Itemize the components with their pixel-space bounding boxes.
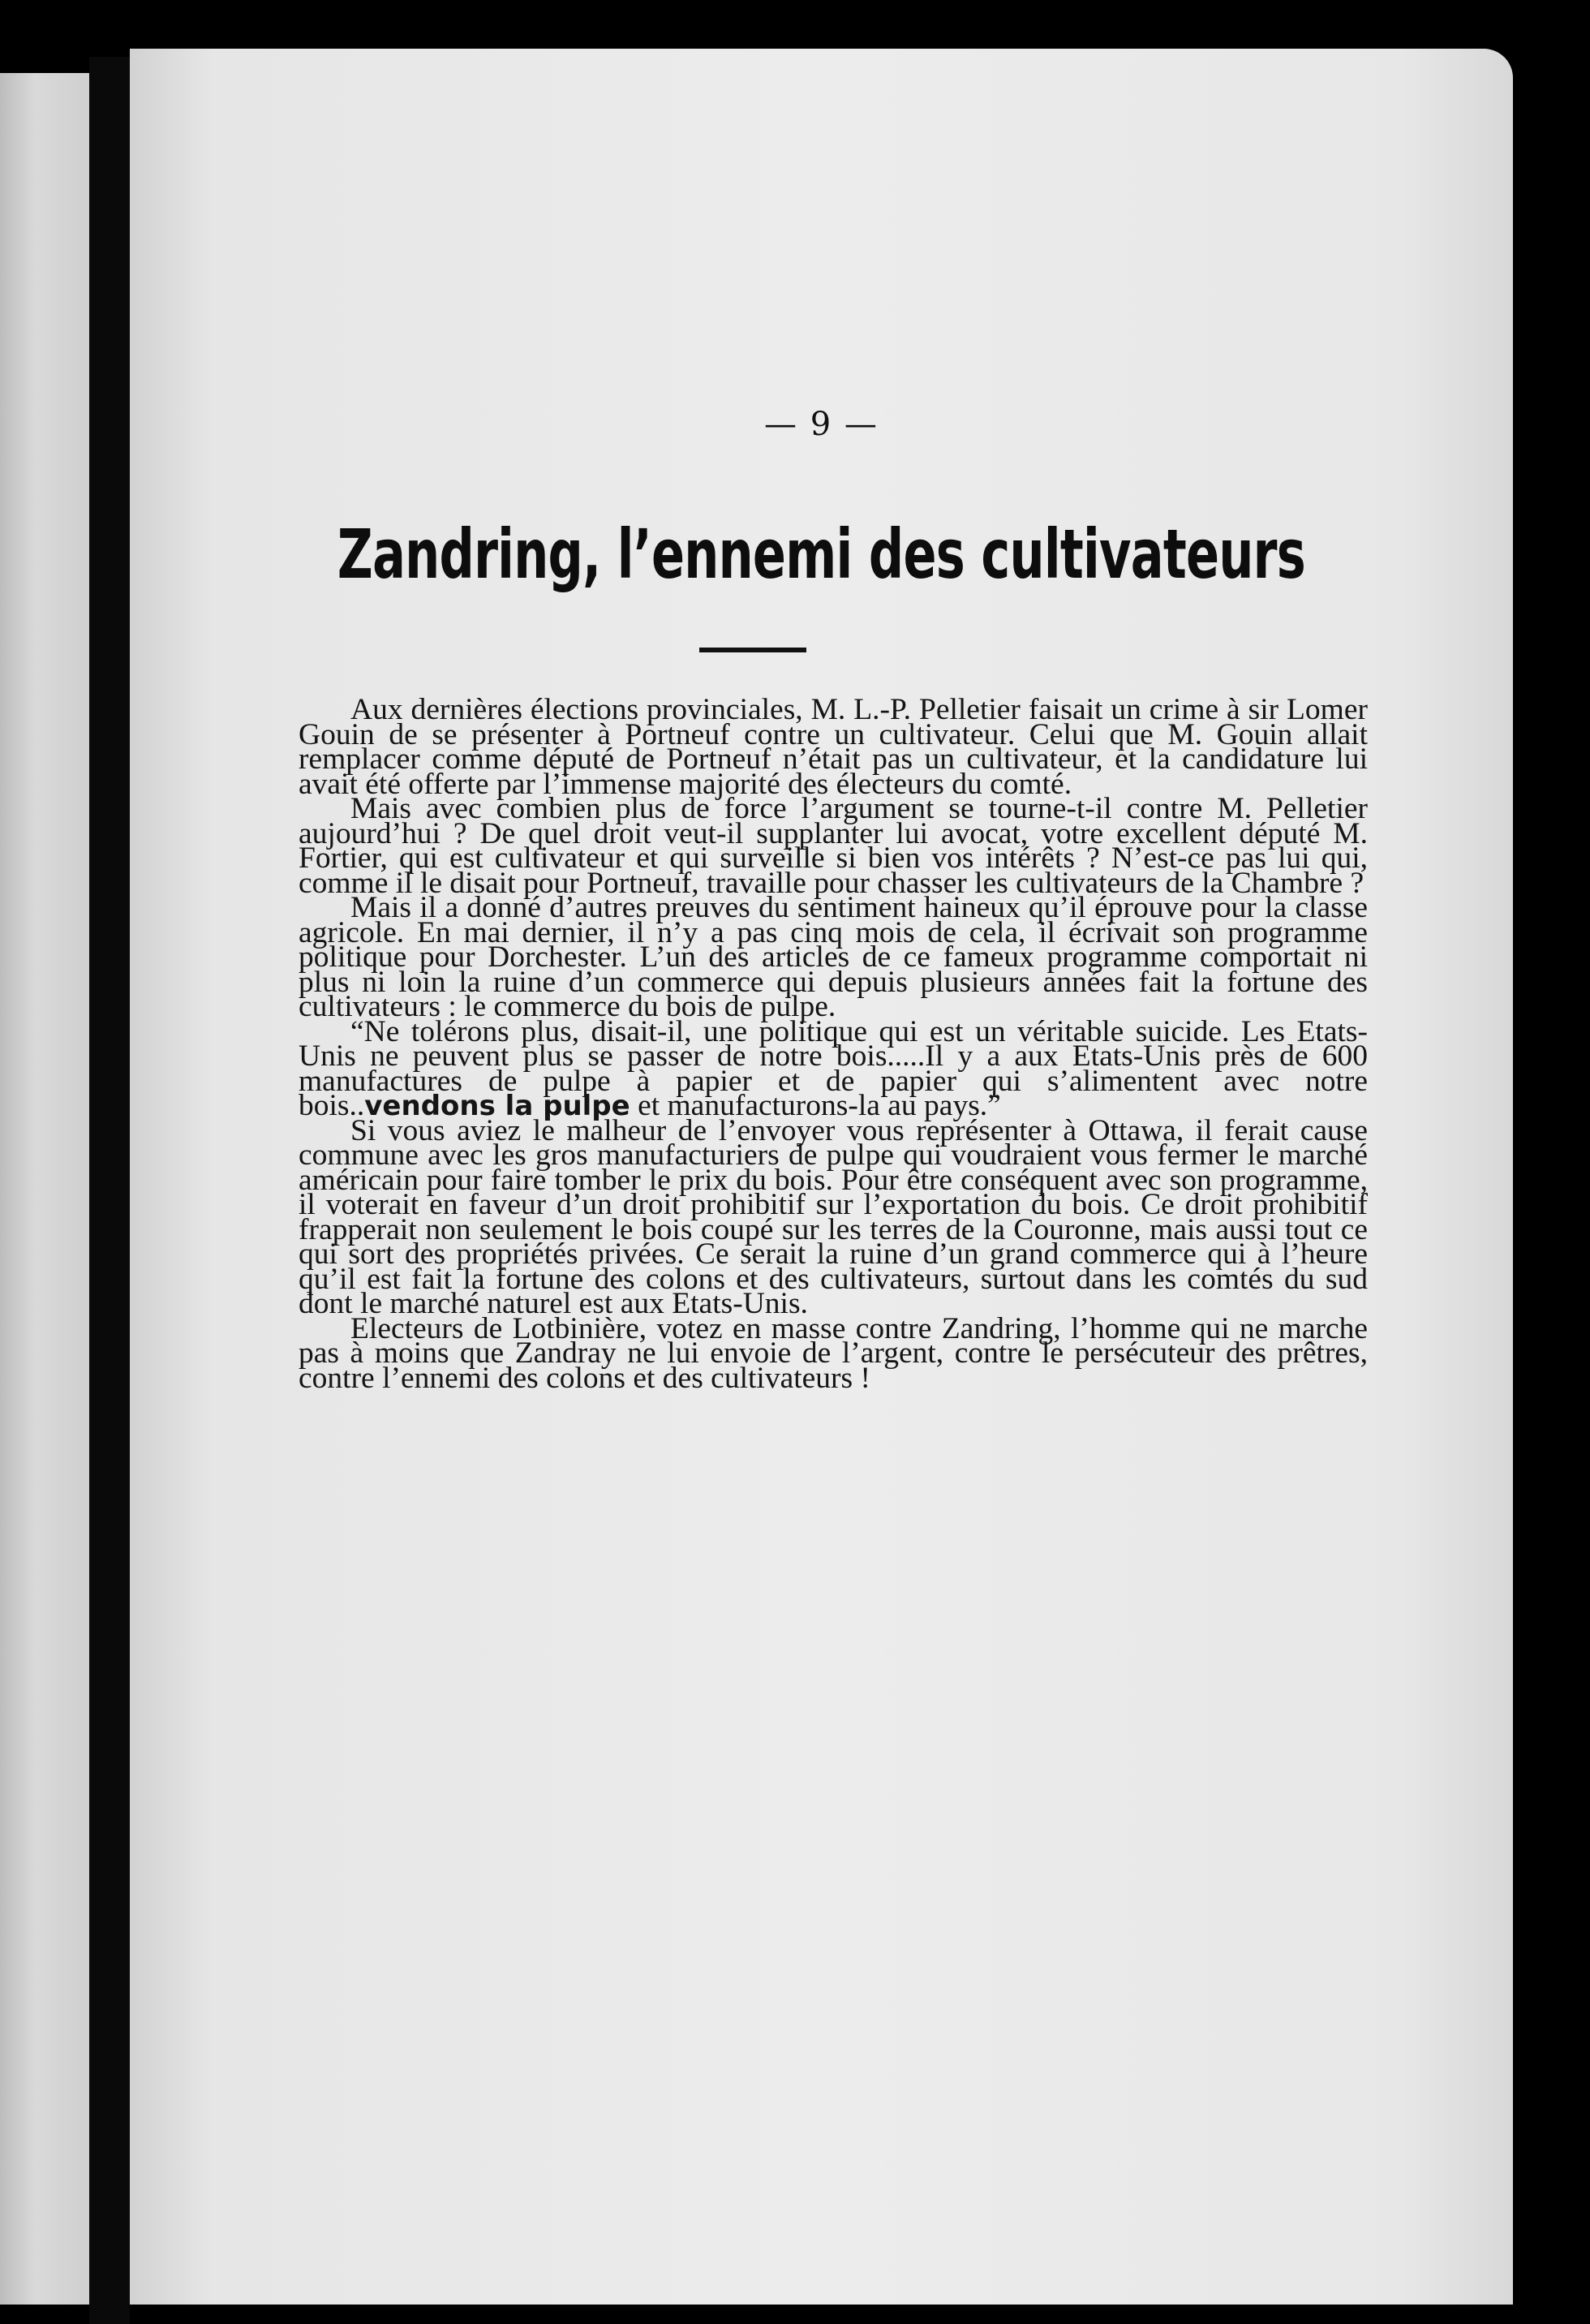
paragraph-1: Aux dernières élections provinciales, M. L.-P. Pelletier faisait un crime à sir Lomer Gouin de se présenter à Portneuf contre un cultivateur. Celui que M. Gouin allait remplacer comme député de Portneuf n’était pas un cultivateur, et la candidature lui avait été offerte par l’immense majorité des électeurs du comté. xyxy=(299,693,1368,801)
paragraph-6: Electeurs de Lotbinière, votez en masse contre Zandring, l’homme qui ne marche pas à moins que Zandray ne lui envoie de l’argent, contre le persécuteur des prêtres, contre l’ennemi des colons et des cultivateurs ! xyxy=(299,1311,1368,1395)
paragraph-2: Mais avec combien plus de force l’argument se tourne-t-il contre M. Pelletier aujourd’hui ? De quel droit veut-il supplanter lui avocat, votre excellent député M. Fortier, qui est cultivateur et qui surveille si bien vos intérêts ? N’est-ce pas lui qui, comme il le disait pour Portneuf, travaille pour chasser les cultivateurs de la Chambre ? xyxy=(299,792,1368,900)
article-title: Zandring, l’ennemi des cultivateurs xyxy=(337,514,1306,594)
quote-text: “Ne tolérons plus, disait-il, une politique qui est un véritable suicide. Les Etats-Unis ne peuvent plus se passer de notre bois.....Il y a aux Etats-Unis près de 600 manufactures de pulpe à papier et de papier qui s’alimentent avec notre bois.. xyxy=(299,1014,1368,1122)
paragraph-3: Mais il a donné d’autres preuves du sentiment haineux qu’il éprouve pour la classe agricole. En mai dernier, il n’y a pas cinq mois de cela, il écrivait son programme politique pour Dorchester. L’un des articles de ce fameux programme comportait ni plus ni loin la ruine d’un commerce qui depuis plusieurs années fait la fortune des cultivateurs : le commerce du bois de pulpe. xyxy=(299,891,1368,1023)
book-spine xyxy=(89,57,130,2324)
article-body xyxy=(299,693,1368,1395)
title-rule xyxy=(699,648,806,652)
page-number: — 9 — xyxy=(764,406,879,443)
paragraph-4-quote xyxy=(299,1014,1368,1122)
paragraph-5: Si vous aviez le malheur de l’envoyer vous représenter à Ottawa, il ferait cause commune avec les gros manufacturiers de pulpe qui voudraient vous fermer le marché américain pour faire tomber le prix du bois. Pour être conséquent avec son programme, il voterait en faveur d’un droit prohibitif sur l’exportation du bois. Ce droit prohibitif frapperait non seulement le bois coupé sur les terres de la Couronne, mais aussi tout ce qui sort des propriétés privées. Ce serait la ruine d’un grand commerce qui à l’heure qu’il est fait la fortune des colons et des cultivateurs, surtout dans les comtés du sud dont le marché naturel est aux Etats-Unis. xyxy=(299,1113,1368,1320)
facing-page-edge xyxy=(0,73,89,2305)
quote-emphasis: vendons la pulpe xyxy=(364,1090,630,1122)
quote-text-end: et manufacturons-la au pays.” xyxy=(630,1089,1001,1122)
document-page xyxy=(130,49,1513,2305)
